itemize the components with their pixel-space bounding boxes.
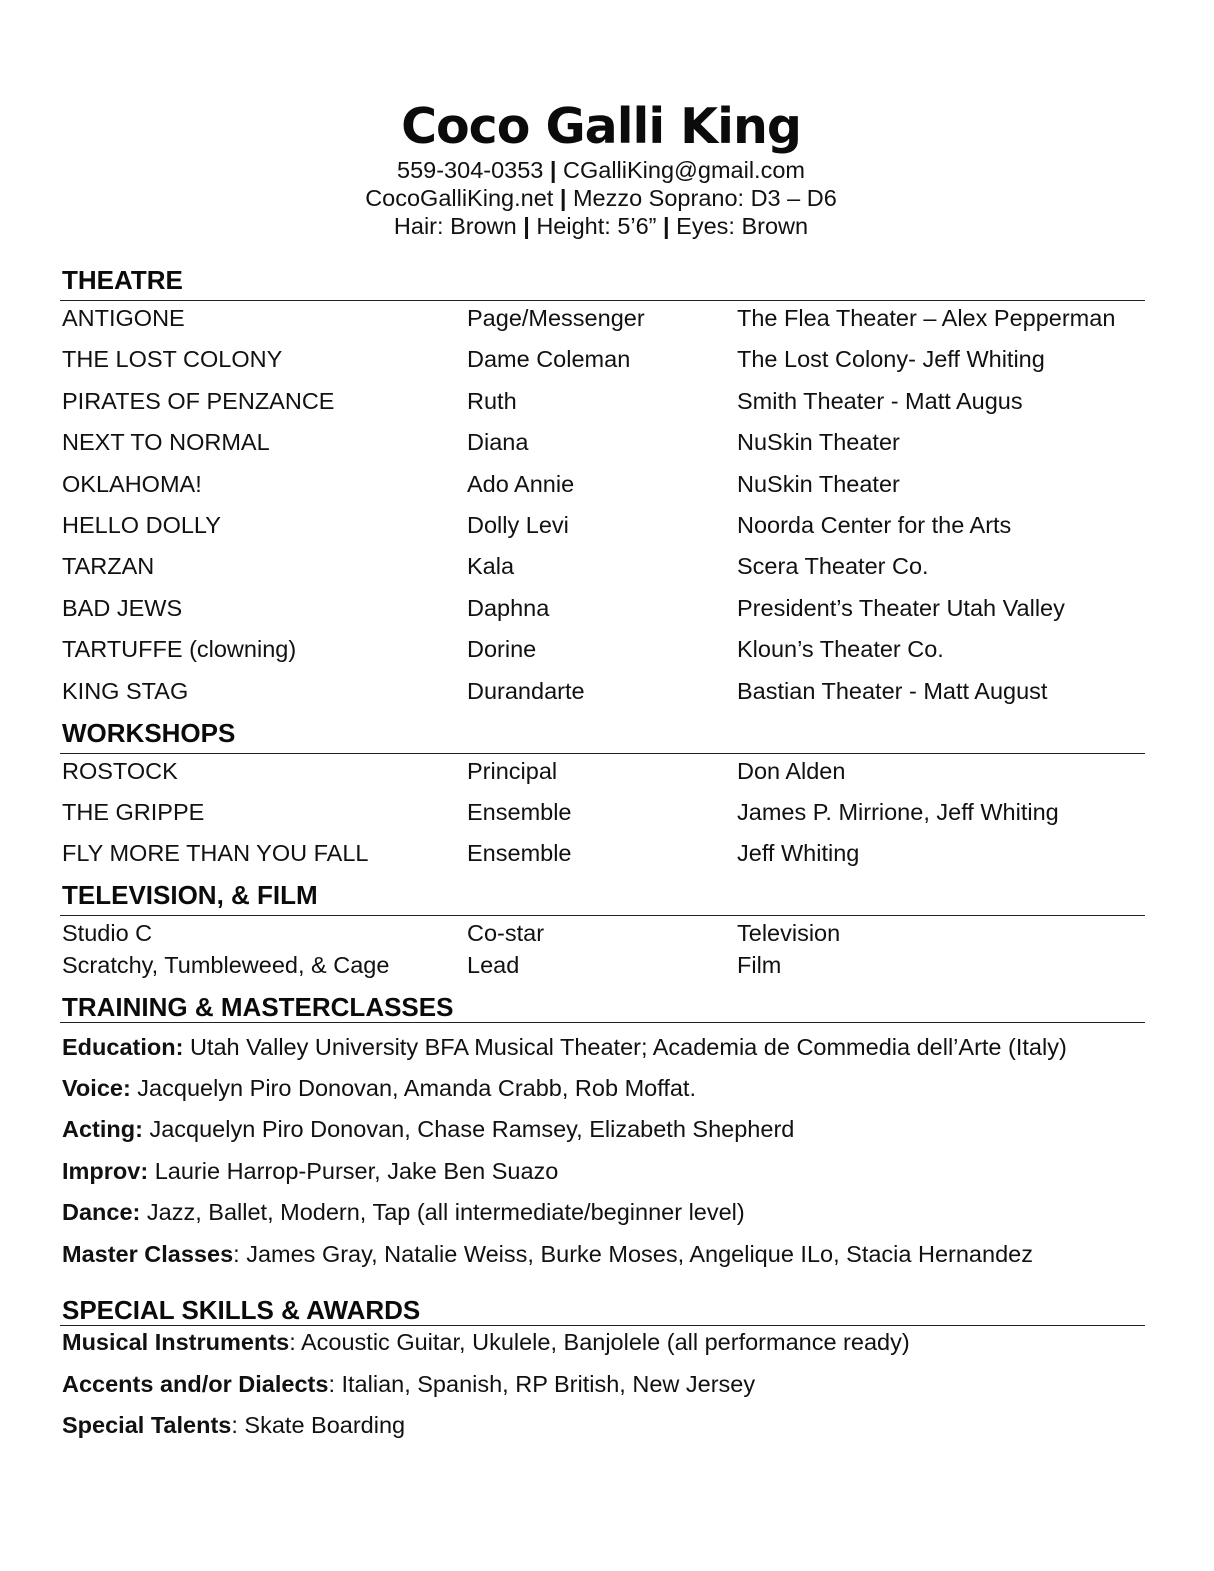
credit-role: Dolly Levi <box>467 512 569 538</box>
training-label: Voice: <box>62 1075 131 1101</box>
credit-row <box>62 757 1152 785</box>
credit-venue: The Lost Colony- Jeff Whiting <box>737 346 1045 372</box>
skill-item <box>62 1328 910 1356</box>
performer-name: Coco Galli King <box>401 98 801 155</box>
credit-role: Ensemble <box>467 840 572 866</box>
credit-row <box>62 387 1152 415</box>
credit-venue: Jeff Whiting <box>737 840 860 866</box>
credit-show: PIRATES OF PENZANCE <box>62 388 335 414</box>
credit-show: OKLAHOMA! <box>62 471 202 497</box>
credit-show: Scratchy, Tumbleweed, & Cage <box>62 952 390 978</box>
separator: | <box>549 157 557 183</box>
credit-venue: Scera Theater Co. <box>737 553 929 579</box>
credit-role: Diana <box>467 429 529 455</box>
credit-show: Studio C <box>62 920 153 946</box>
credit-venue: Noorda Center for the Arts <box>737 512 1012 538</box>
separator: | <box>559 185 567 211</box>
training-value: : James Gray, Natalie Weiss, Burke Moses, Angelique ILo, Stacia Hernandez <box>233 1241 1033 1267</box>
credit-row <box>62 635 1152 663</box>
credit-show: THE GRIPPE <box>62 799 205 825</box>
credit-show: ANTIGONE <box>62 305 185 331</box>
credit-row <box>62 677 1152 705</box>
skill-value: : Skate Boarding <box>231 1412 406 1438</box>
credit-role: Daphna <box>467 595 550 621</box>
training-item <box>62 1240 1033 1268</box>
training-item <box>62 1198 745 1226</box>
credit-row <box>62 798 1152 826</box>
credit-role: Co-star <box>467 920 545 946</box>
credit-venue: Don Alden <box>737 758 846 784</box>
skill-label: Accents and/or Dialects <box>62 1371 329 1397</box>
eye-color: Eyes: Brown <box>676 213 809 239</box>
training-label: Education: <box>62 1034 184 1060</box>
section-title-workshops: WORKSHOPS <box>62 718 236 748</box>
skill-label: Musical Instruments <box>62 1329 290 1355</box>
credit-role: Principal <box>467 758 558 784</box>
training-item <box>62 1115 794 1143</box>
height: Height: 5’6” <box>536 213 657 239</box>
voice-range: Mezzo Soprano: D3 – D6 <box>572 185 837 211</box>
training-value: Jacquelyn Piro Donovan, Chase Ramsey, Elizabeth Shepherd <box>142 1116 795 1142</box>
section-title-training: TRAINING & MASTERCLASSES <box>62 992 454 1022</box>
credit-venue: The Flea Theater – Alex Pepperman <box>737 305 1116 331</box>
credit-venue: Film <box>737 952 782 978</box>
hair-color: Hair: Brown <box>393 213 517 239</box>
training-label: Improv: <box>62 1158 149 1184</box>
credit-show: ROSTOCK <box>62 758 178 784</box>
credit-role: Durandarte <box>467 678 585 704</box>
credit-row <box>62 552 1152 580</box>
skill-item <box>62 1411 405 1439</box>
physical-line <box>0 212 1202 240</box>
training-label: Acting: <box>62 1116 143 1142</box>
credit-row <box>62 304 1152 332</box>
credit-show: BAD JEWS <box>62 595 183 621</box>
credit-role: Ensemble <box>467 799 572 825</box>
training-item <box>62 1157 558 1185</box>
credit-venue: NuSkin Theater <box>737 429 900 455</box>
credit-show: HELLO DOLLY <box>62 512 221 538</box>
credit-show: THE LOST COLONY <box>62 346 283 372</box>
section-divider <box>60 915 1145 916</box>
credit-show: TARZAN <box>62 553 155 579</box>
credit-row <box>62 345 1152 373</box>
credit-role: Page/Messenger <box>467 305 645 331</box>
credit-venue: James P. Mirrione, Jeff Whiting <box>737 799 1059 825</box>
credit-role: Kala <box>467 553 515 579</box>
credit-row <box>62 428 1152 456</box>
section-title-theatre: THEATRE <box>62 265 183 295</box>
credit-role: Dorine <box>467 636 537 662</box>
training-item <box>62 1074 696 1102</box>
training-item <box>62 1033 1067 1061</box>
website-link[interactable]: CocoGalliKing.net <box>365 185 554 211</box>
phone-number[interactable]: 559-304-0353 <box>397 157 544 183</box>
credit-row <box>62 470 1152 498</box>
skill-value: : Italian, Spanish, RP British, New Jersey <box>328 1371 756 1397</box>
credit-venue: President’s Theater Utah Valley <box>737 595 1065 621</box>
section-divider <box>60 300 1145 301</box>
credit-role: Ruth <box>467 388 517 414</box>
training-label: Master Classes <box>62 1241 234 1267</box>
section-divider <box>60 1325 1145 1326</box>
credit-row <box>62 951 1152 979</box>
credit-show: FLY MORE THAN YOU FALL <box>62 840 369 866</box>
training-value: Jacquelyn Piro Donovan, Amanda Crabb, Rob Moffat. <box>130 1075 696 1101</box>
credit-row <box>62 839 1152 867</box>
section-title-television-film: TELEVISION, & FILM <box>62 880 318 910</box>
separator: | <box>663 213 670 239</box>
credit-venue: Kloun’s Theater Co. <box>737 636 944 662</box>
training-value: Utah Valley University BFA Musical Theater; Academia de Commedia dell’Arte (Italy) <box>183 1034 1067 1060</box>
credit-role: Dame Coleman <box>467 346 631 372</box>
separator: | <box>523 213 530 239</box>
section-divider <box>60 1022 1145 1023</box>
section-divider <box>60 753 1145 754</box>
credit-role: Lead <box>467 952 520 978</box>
training-value: Jazz, Ballet, Modern, Tap (all intermediate/beginner level) <box>140 1199 745 1225</box>
skill-value: : Acoustic Guitar, Ukulele, Banjolele (all performance ready) <box>289 1329 910 1355</box>
credit-row <box>62 919 1152 947</box>
credit-venue: Smith Theater - Matt Augus <box>737 388 1023 414</box>
credit-show: KING STAG <box>62 678 189 704</box>
section-title-skills: SPECIAL SKILLS & AWARDS <box>62 1295 421 1325</box>
skill-label: Special Talents <box>62 1412 232 1438</box>
credit-show: NEXT TO NORMAL <box>62 429 270 455</box>
credit-show: TARTUFFE (clowning) <box>62 636 297 662</box>
web-voice-line <box>0 184 1202 212</box>
contact-line <box>0 156 1202 184</box>
resume-header <box>0 98 1202 240</box>
training-value: Laurie Harrop-Purser, Jake Ben Suazo <box>148 1158 559 1184</box>
credit-role: Ado Annie <box>467 471 575 497</box>
credit-venue: Bastian Theater - Matt August <box>737 678 1048 704</box>
skill-item <box>62 1370 755 1398</box>
training-label: Dance: <box>62 1199 141 1225</box>
credit-row <box>62 511 1152 539</box>
credit-venue: NuSkin Theater <box>737 471 900 497</box>
email-link[interactable]: CGalliKing@gmail.com <box>563 157 805 183</box>
credit-row <box>62 594 1152 622</box>
credit-venue: Television <box>737 920 841 946</box>
